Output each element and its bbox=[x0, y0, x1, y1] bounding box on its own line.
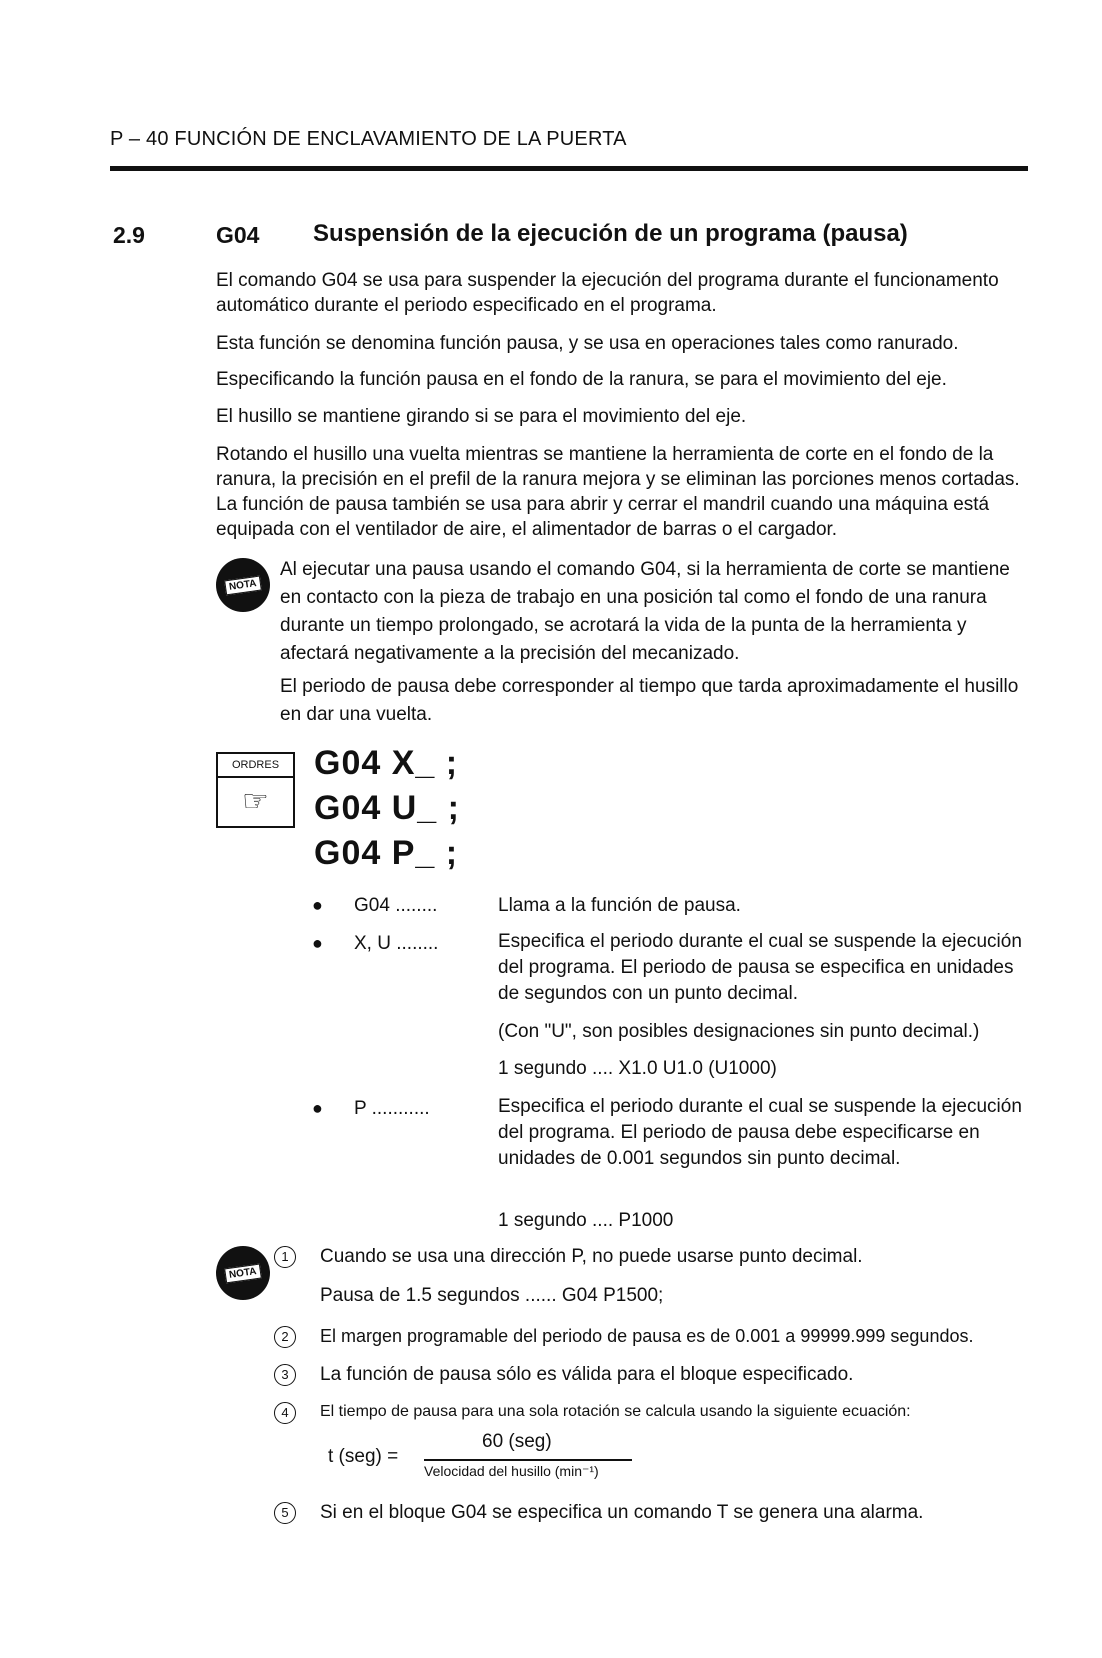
param-extra: 1 segundo .... P1000 bbox=[498, 1210, 674, 1231]
command-line: G04 P_ ; bbox=[314, 834, 459, 872]
header-rule bbox=[110, 166, 1028, 171]
section-number: 2.9 bbox=[113, 222, 145, 248]
note-text: La función de pausa sólo es válida para el bloque especificado. bbox=[320, 1364, 854, 1385]
section-code: G04 bbox=[216, 222, 260, 248]
note-number: 5 bbox=[274, 1502, 296, 1524]
bullet: ● bbox=[312, 895, 323, 915]
note-number: 1 bbox=[274, 1246, 296, 1268]
command-line: G04 X_ ; bbox=[314, 744, 459, 782]
bullet: ● bbox=[312, 933, 323, 953]
param-label: G04 ........ bbox=[354, 895, 438, 916]
note-icon: NOTA bbox=[216, 558, 270, 612]
bullet: ● bbox=[312, 1098, 323, 1118]
param-desc: Especifica el periodo durante el cual se suspende la ejecución del programa. El periodo de pausa debe especificarse en unidades de 0.001 segundos sin punto decimal. bbox=[498, 1096, 1022, 1169]
note-number: 3 bbox=[274, 1364, 296, 1386]
formula-denominator: Velocidad del husillo (min⁻¹) bbox=[424, 1463, 599, 1479]
paragraph: El husillo se mantiene girando si se para el movimiento del eje. bbox=[216, 406, 747, 427]
orders-box bbox=[216, 752, 295, 828]
note-text: El periodo de pausa debe corresponder al tiempo que tarda aproximadamente el husillo en dar una vuelta. bbox=[280, 676, 1019, 725]
note-subtext: Pausa de 1.5 segundos ...... G04 P1500; bbox=[320, 1285, 664, 1306]
paragraph: Especificando la función pausa en el fondo de la ranura, se para el movimiento del eje. bbox=[216, 369, 947, 390]
paragraph: Rotando el husillo una vuelta mientras se mantiene la herramienta de corte en el fondo de la ranura, la precisión en el prefil de la ranura mejora y se eliminan las porciones menos cortadas. La función de pausa también se usa para abrir y cerrar el mandril cuando una máquina está equipada con el ventilador de aire, el alimentador de barras o el cargador. bbox=[216, 444, 1020, 540]
note-number: 2 bbox=[274, 1326, 296, 1348]
param-extra: 1 segundo .... X1.0 U1.0 (U1000) bbox=[498, 1058, 777, 1079]
param-desc: Especifica el periodo durante el cual se suspende la ejecución del programa. El periodo de pausa se especifica en unidades de segundos con un punto decimal. bbox=[498, 931, 1022, 1004]
param-label: P ........... bbox=[354, 1098, 430, 1119]
note-text: El margen programable del periodo de pausa es de 0.001 a 99999.999 segundos. bbox=[320, 1326, 974, 1346]
page-header: P – 40 FUNCIÓN DE ENCLAVAMIENTO DE LA PUERTA bbox=[110, 128, 627, 150]
param-desc: Llama a la función de pausa. bbox=[498, 895, 741, 916]
command-line: G04 U_ ; bbox=[314, 789, 460, 827]
fraction-line bbox=[424, 1459, 632, 1461]
param-extra: (Con "U", son posibles designaciones sin punto decimal.) bbox=[498, 1021, 980, 1042]
pointing-hand-icon: ☞ bbox=[242, 785, 269, 818]
formula-lhs: t (seg) = bbox=[328, 1446, 399, 1467]
section-title: Suspensión de la ejecución de un programa (pausa) bbox=[313, 220, 908, 247]
note-number: 4 bbox=[274, 1402, 296, 1424]
param-label: X, U ........ bbox=[354, 933, 439, 954]
formula-numerator: 60 (seg) bbox=[482, 1431, 552, 1452]
note-text: Si en el bloque G04 se especifica un comando T se genera una alarma. bbox=[320, 1502, 924, 1523]
paragraph: Esta función se denomina función pausa, y se usa en operaciones tales como ranurado. bbox=[216, 333, 959, 354]
paragraph: El comando G04 se usa para suspender la ejecución del programa durante el funcionamento automático durante el periodo especificado en el programa. bbox=[216, 270, 999, 316]
note-icon: NOTA bbox=[216, 1246, 270, 1300]
orders-label: ORDRES bbox=[218, 754, 293, 778]
note-text: Cuando se usa una dirección P, no puede usarse punto decimal. bbox=[320, 1246, 863, 1267]
note-text: Al ejecutar una pausa usando el comando G04, si la herramienta de corte se mantiene en contacto con la pieza de trabajo en una posición tal como el fondo de una ranura durante un tiempo prolongado, se acrotará la vida de la punta de la herramienta y afectará negativamente a la precisión del mecanizado. bbox=[280, 559, 1010, 664]
note-text: El tiempo de pausa para una sola rotación se calcula usando la siguiente ecuación: bbox=[320, 1403, 911, 1420]
